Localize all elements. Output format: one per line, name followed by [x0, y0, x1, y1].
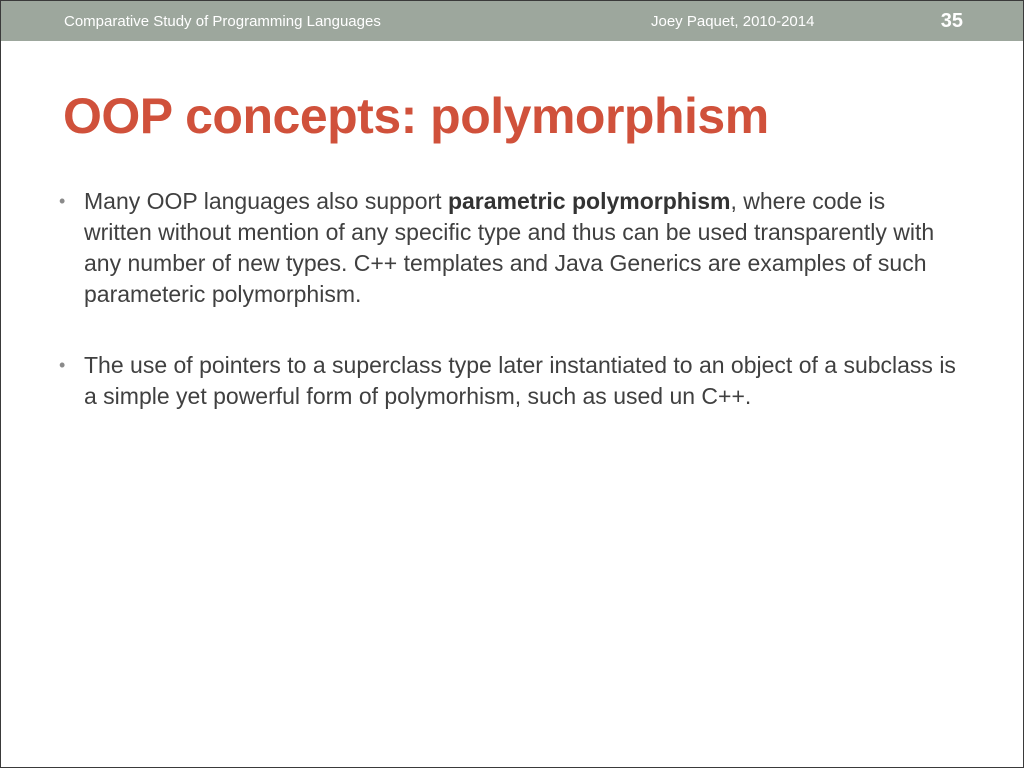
bullet-list: [59, 186, 959, 412]
slide-title: OOP concepts: polymorphism: [63, 88, 769, 144]
author-and-years: Joey Paquet, 2010-2014: [651, 13, 815, 30]
bullet-text: The use of pointers to a superclass type later instantiated to an object of a subclass is a simple yet powerful form of polymorhism, such as used un C++.: [84, 352, 956, 409]
slide-number: 35: [940, 10, 963, 32]
header-bar: [1, 1, 1023, 41]
bullet-term-emphasis: parametric polymorphism: [447, 188, 731, 214]
bullet-dot-icon: •: [59, 355, 66, 375]
bullet-text-intro: Many OOP languages also support: [84, 188, 448, 214]
bullet-item-parametric-polymorphism: [59, 186, 959, 310]
bullet-text-rest: , where code is written without mention of any specific type and thus can be used transparently with any number of new types. C++ templates and Java Generics are examples of such parameteric polymorphism.: [84, 188, 935, 307]
bullet-dot-icon: •: [59, 191, 66, 211]
bullet-item-superclass-pointers: [59, 350, 959, 412]
course-title: Comparative Study of Programming Languages: [64, 13, 381, 30]
